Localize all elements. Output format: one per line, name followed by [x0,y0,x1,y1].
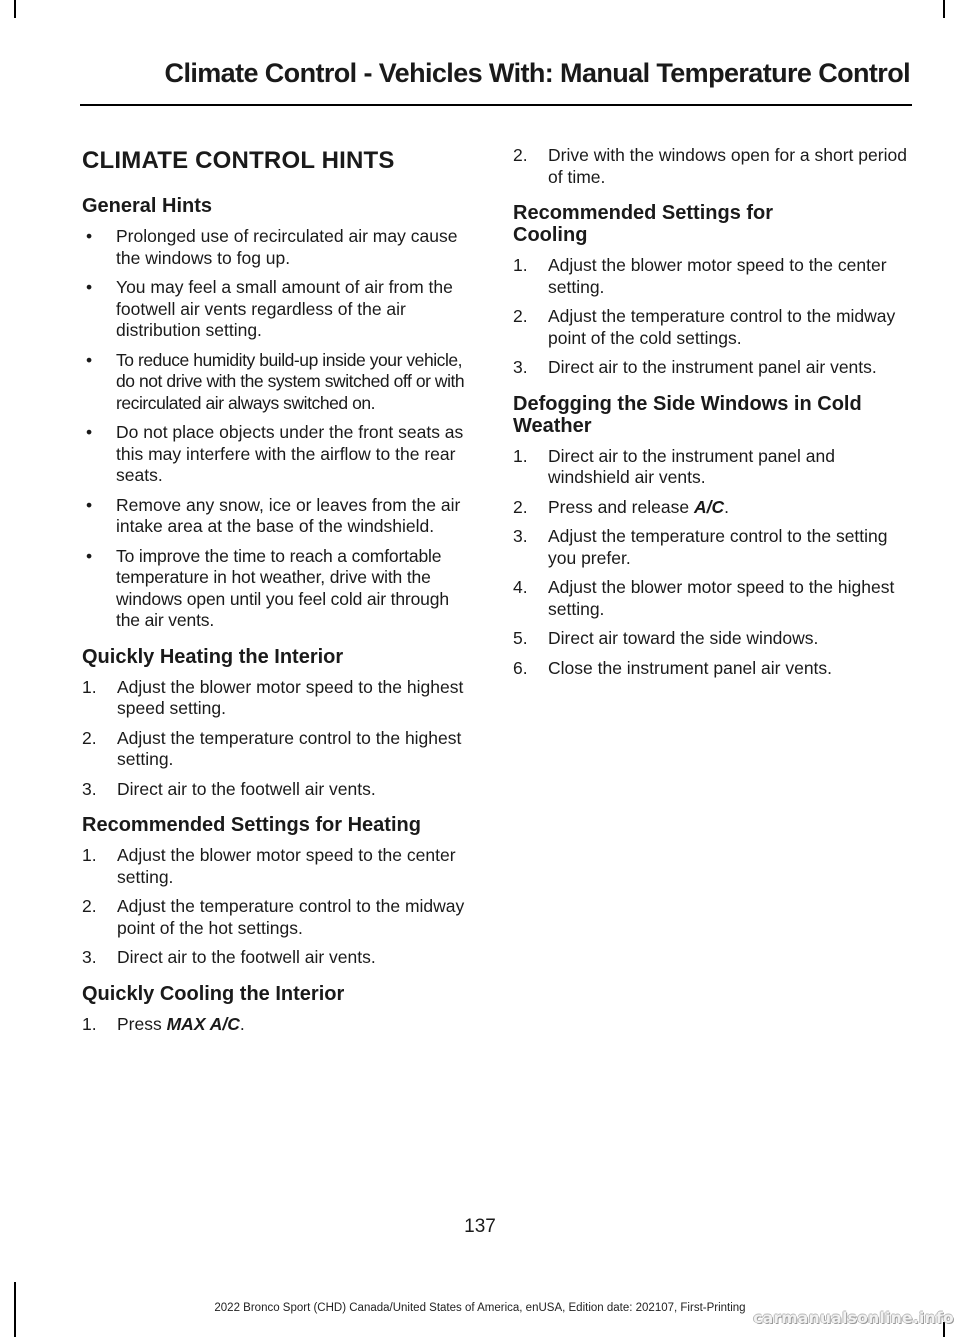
max-ac-button-label: MAX A/C [166,1013,240,1034]
page-number: 137 [464,1216,496,1237]
hint-text: You may feel a small amount of air from the footwell air vents regardless of the air distribution setting. [116,277,453,340]
list-item [513,577,913,620]
list-item [82,1014,476,1036]
crop-mark-top-left [14,0,16,18]
step-number: 1. [82,845,97,865]
list-item [82,845,476,888]
step-text: Press and release [548,496,690,517]
step-number: 1. [82,1013,97,1034]
defogging-steps [513,446,913,680]
section-title: CLIMATE CONTROL HINTS [82,147,395,174]
list-item [513,628,913,650]
list-item [82,226,476,269]
recommended-heating-steps [82,845,476,969]
list-item [513,658,913,680]
step-number: 5. [513,628,528,648]
step-text: Drive with the windows open for a short period of time. [548,145,907,187]
list-item [82,677,476,720]
step-number: 2. [513,306,528,326]
step-number: 1. [513,255,528,275]
list-item [82,779,476,801]
quickly-cooling-heading: Quickly Cooling the Interior [82,982,345,1005]
step-number: 4. [513,577,528,597]
step-text: Adjust the temperature control to the midway point of the cold settings. [548,306,896,348]
recommended-heating-heading: Recommended Settings for Heating [82,814,421,836]
defogging-heading: Defogging the Side Windows in Cold Weather [513,392,862,437]
list-item [82,277,476,342]
step-number: 2. [82,727,97,748]
step-text: Press [117,1013,162,1034]
general-hints-heading: General Hints [82,195,213,217]
list-item [513,255,913,298]
crop-mark-top-right [943,0,945,18]
step-text-suffix: . [724,496,729,517]
bullet-marker: • [86,422,93,442]
list-item [513,526,913,569]
bullet-marker: • [86,226,93,246]
list-item [82,546,476,632]
list-item [513,145,913,188]
step-text: Close the instrument panel air vents. [548,657,833,678]
right-column [513,145,913,687]
hint-text: Do not place objects under the front seats as this may interfere with the airflow to the rear seats. [116,422,464,485]
list-item [82,896,476,939]
hint-text: To reduce humidity build-up inside your vehicle, do not drive with the system switched off or with recirculated air always switched on. [116,349,465,413]
list-item [82,947,476,969]
step-number: 2. [82,896,97,916]
left-column [82,145,476,1043]
quickly-cooling-steps [82,1014,476,1036]
step-text: Adjust the blower motor speed to the center setting. [117,845,456,887]
step-text: Direct air toward the side windows. [548,628,819,648]
step-number: 3. [513,357,528,377]
list-item [513,497,913,519]
bullet-marker: • [86,545,92,566]
list-item [82,728,476,771]
quickly-heating-steps [82,677,476,801]
step-number: 1. [82,676,97,697]
quickly-cooling-steps-continued [513,145,913,188]
step-text: Adjust the temperature control to the highest setting. [117,727,462,769]
recommended-cooling-heading: Recommended Settings for Cooling [513,202,774,246]
step-text: Direct air to the instrument panel and windshield air vents. [548,445,835,487]
hint-text: To improve the time to reach a comfortable temperature in hot weather, drive with the windows open until you feel cold air through the air vents. [116,545,449,630]
step-number: 3. [513,526,528,546]
step-text: Adjust the blower motor speed to the center setting. [548,255,887,297]
step-text-suffix: . [239,1013,245,1034]
bullet-marker: • [86,277,93,297]
header-divider [80,104,912,106]
list-item [513,357,913,379]
step-text: Adjust the temperature control to the midway point of the hot settings. [117,896,465,938]
list-item [82,422,476,487]
list-item [513,306,913,349]
page-header-title: Climate Control - Vehicles With: Manual Temperature Control [164,58,910,88]
watermark: carmanualsonline.info [753,1309,954,1327]
hint-text: Remove any snow, ice or leaves from the air intake area at the base of the windshield. [116,494,461,536]
step-number: 1. [513,445,528,466]
step-text: Direct air to the footwell air vents. [117,947,376,967]
step-number: 2. [513,145,528,165]
list-item [82,350,476,415]
bullet-marker: • [86,349,92,370]
list-item [513,446,913,489]
step-text: Direct air to the footwell air vents. [117,778,376,799]
edition-footer: 2022 Bronco Sport (CHD) Canada/United States of America, enUSA, Edition date: 202107, First-Printing [214,1302,746,1314]
bullet-marker: • [86,494,93,515]
step-text: Adjust the temperature control to the setting you prefer. [548,526,888,568]
general-hints-list [82,226,476,632]
step-number: 2. [513,496,528,517]
step-number: 3. [82,947,97,967]
step-text: Adjust the blower motor speed to the highest setting. [548,577,895,619]
step-text: Adjust the blower motor speed to the highest speed setting. [117,676,464,718]
list-item [82,495,476,538]
hint-text: Prolonged use of recirculated air may cause the windows to fog up. [116,226,458,268]
step-text: Direct air to the instrument panel air vents. [548,357,877,377]
recommended-cooling-steps [513,255,913,379]
step-number: 6. [513,657,528,678]
ac-button-label: A/C [693,496,725,517]
step-number: 3. [82,778,97,799]
quickly-heating-heading: Quickly Heating the Interior [82,645,344,668]
